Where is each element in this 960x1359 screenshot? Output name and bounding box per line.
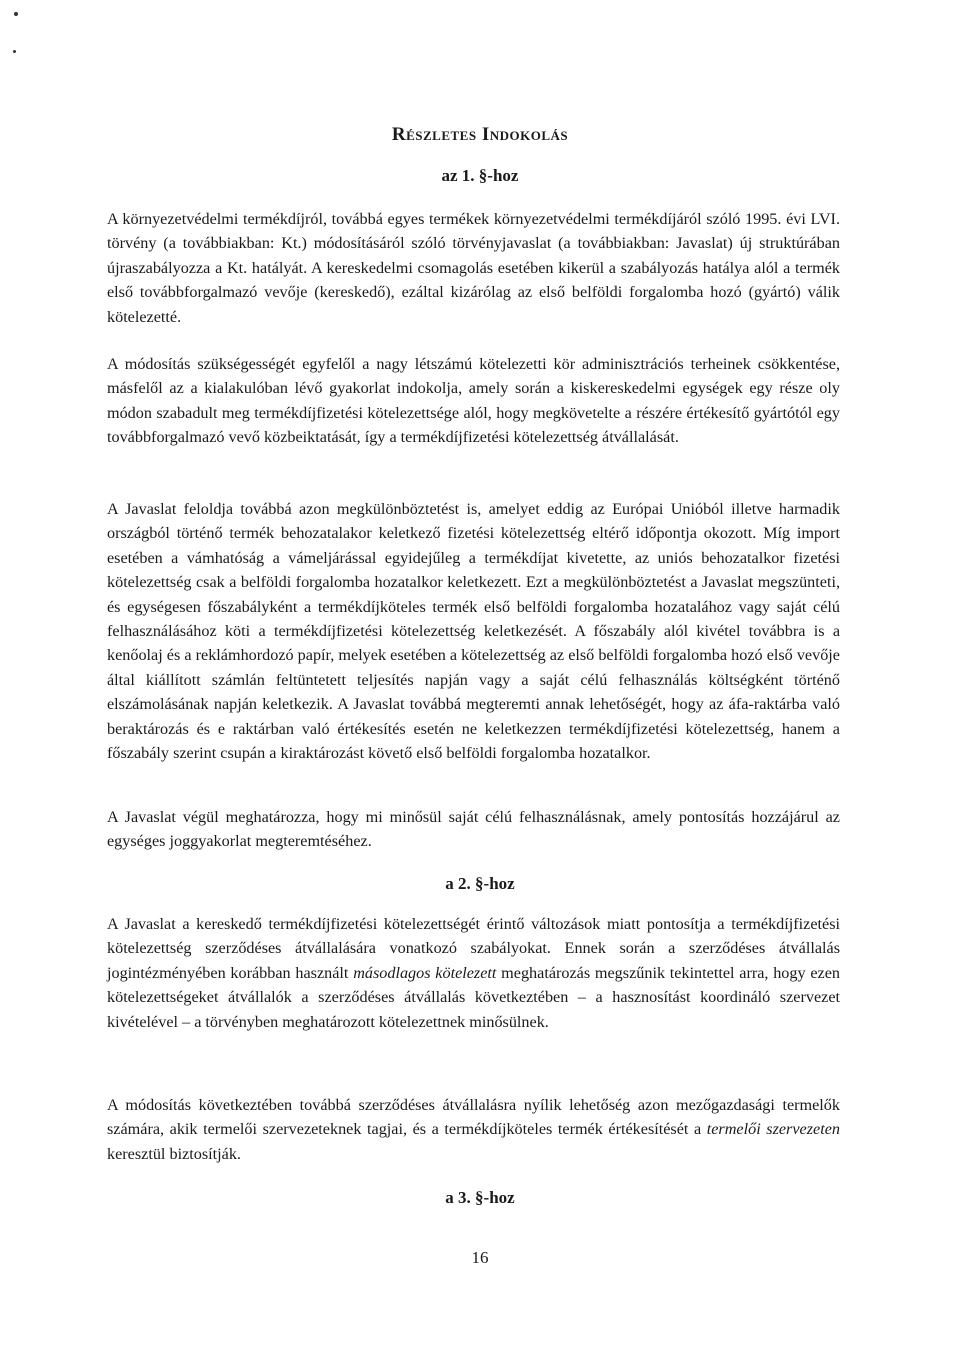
paragraph: A módosítás szükségességét egyfelől a nagy létszámú kötelezetti kör adminisztrációs terheinek csökkentése, másfelől az a kialakulóban lévő gyakorlat indokolja, amely során a kiskereskedelmi egységek egy része oly módon szabadult meg termékdíjfizetési kötelezettsége alól, hogy megkövetelte a részére értékesítő gyártótól egy továbbforgalmazó vevő közbeiktatását, így a termékdíjfizetési kötelezettség átvállalását. [107,355,840,447]
section-heading-2: a 2. §-hoz [445,874,515,893]
paragraph: A Javaslat feloldja továbbá azon megkülönböztetést is, amelyet eddig az Európai Unióból illetve harmadik országból történő termék behozatalakor keletkező fizetési kötelezettség eltérő időpontja okozott. Míg import esetében a vámhatóság a vámeljárással egyidejűleg a termékdíjat kivetette, az uniós behozatalkor fizetési kötelezettség csak a belföldi forgalomba hozatalkor keletkezett. Ezt a megkülönböztetést a Javaslat megszünteti, és egységesen főszabályként a termékdíjköteles termék első belföldi forgalomba hozatalához vagy saját célú felhasználásához köti a termékdíjfizetési kötelezettség keletkezését. A főszabály alól kivétel továbbra is a kenőolaj és a reklámhordozó papír, melyek esetében a kötelezettség az első belföldi forgalomba hozó első vevője által kiállított számlán feltüntetett teljesítés napján vagy a saját célú felhasználás költségként történő elszámolásának napján keletkezik. A Javaslat továbbá megteremti annak lehetőségét, hogy az áfa-raktárba való beraktározás és e raktárban való értékesítés esetén ne keletkezzen termékdíjfizetési kötelezettség, hanem a főszabály szerint csupán a kiraktározást követő első belföldi forgalomba hozatalkor. [107,500,840,763]
paragraph-text: A módosítás következtében továbbá szerződéses átvállalásra nyílik lehetőség azon mezőgazdasági termelők számára, akik termelői szervezeteknek tagjai, és a termékdíjköteles termék értékesítését a [107,1096,840,1139]
paragraph-italic-term: termelői szervezeten [706,1120,840,1139]
scan-speck [14,12,18,16]
paragraph-text: meghatározás megszűnik tekintettel arra, hogy ezen kötelezettségeket átvállalók a szerződéses átvállalás következtében – a hasznosítást koordináló szervezet kivételével – a törvényben meghatározott kötelezettnek minősülnek. [107,963,840,1031]
page-number: 16 [471,1248,489,1267]
section-heading-1: az 1. §-hoz [441,166,519,185]
scan-speck [13,50,16,53]
paragraph: A környezetvédelmi termékdíjról, továbbá egyes termékek környezetvédelmi termékdíjáról szóló 1995. évi LVI. törvény (a továbbiakban: Kt.) módosításáról szóló törvényjavaslat (a továbbiakban: Javaslat) új struktúrában újraszabályozza a Kt. hatályát. A kereskedelmi csomagolás esetében kikerül a szabályozás hatálya alól a termék első továbbforgalmazó vevője (kereskedő), ezáltal kizárólag az első belföldi forgalomba hozó (gyártó) válik kötelezetté. [107,210,840,326]
paragraph-text: A Javaslat a kereskedő termékdíjfizetési kötelezettségét érintő változások miatt pontosítja a termékdíjfizetési kötelezettség szerződéses átvállalására vonatkozó szabályokat. Ennek során a szerződéses átvállalás jogintézményében korábban használt [107,915,840,982]
paragraph: A Javaslat végül meghatározza, hogy mi minősül saját célú felhasználásnak, amely pontosítás hozzájárul az egységes joggyakorlat megteremtéséhez. [107,808,840,851]
paragraph-text: keresztül biztosítják. [107,1144,241,1163]
paragraph [107,1093,840,1166]
paragraph-italic-term: másodlagos kötelezett [353,963,497,982]
paragraph [107,912,840,1034]
section-heading-3: a 3. §-hoz [445,1188,515,1207]
document-title: Részletes Indokolás [391,124,569,145]
